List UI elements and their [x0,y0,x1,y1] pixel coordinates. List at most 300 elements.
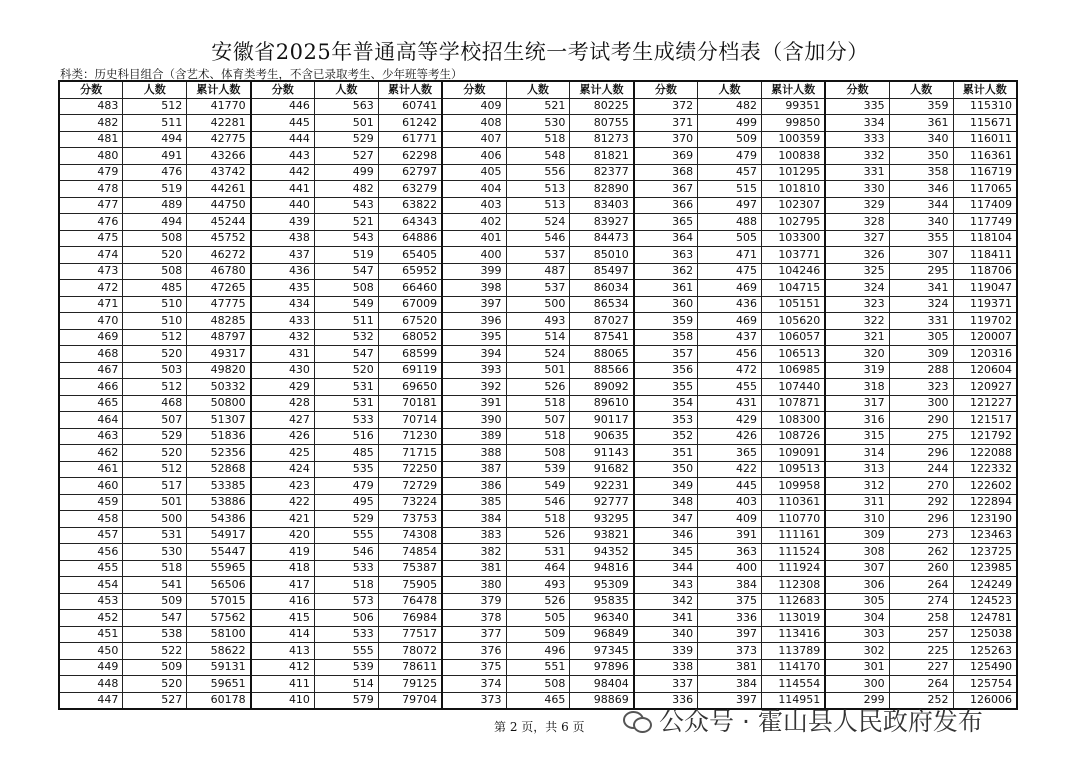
table-cell: 400 [698,560,762,577]
table-cell: 98869 [570,692,634,709]
table-cell: 342 [634,593,698,610]
table-cell: 519 [314,247,378,264]
column-header: 分数 [825,81,889,98]
table-cell: 344 [634,560,698,577]
table-cell: 541 [123,577,187,594]
table-cell: 549 [314,296,378,313]
table-cell: 529 [123,428,187,445]
table-cell: 431 [251,346,315,363]
table-cell: 65405 [378,247,442,264]
table-cell: 292 [889,494,953,511]
table-cell: 120604 [953,362,1017,379]
table-cell: 104715 [761,280,825,297]
table-cell: 520 [123,346,187,363]
table-cell: 422 [698,461,762,478]
table-cell: 340 [634,626,698,643]
table-cell: 78611 [378,659,442,676]
table-cell: 494 [123,131,187,148]
table-cell: 445 [698,478,762,495]
table-cell: 533 [314,560,378,577]
table-cell: 43266 [187,148,251,165]
table-row [59,593,1017,610]
table-cell: 579 [314,692,378,709]
table-cell: 64343 [378,214,442,231]
table-cell: 364 [634,230,698,247]
table-cell: 336 [634,692,698,709]
table-cell: 341 [634,610,698,627]
table-row [59,98,1017,115]
table-cell: 340 [889,131,953,148]
table-cell: 407 [442,131,506,148]
table-cell: 314 [825,445,889,462]
table-cell: 260 [889,560,953,577]
table-cell: 366 [634,197,698,214]
table-cell: 358 [634,329,698,346]
table-cell: 99850 [761,115,825,132]
table-cell: 126006 [953,692,1017,709]
table-cell: 427 [251,412,315,429]
table-cell: 323 [889,379,953,396]
table-cell: 507 [123,412,187,429]
table-cell: 368 [634,164,698,181]
table-cell: 81821 [570,148,634,165]
table-cell: 113416 [761,626,825,643]
table-cell: 480 [59,148,123,165]
table-cell: 501 [314,115,378,132]
table-cell: 518 [506,428,570,445]
table-cell: 302 [825,643,889,660]
table-cell: 57015 [187,593,251,610]
table-cell: 556 [506,164,570,181]
table-cell: 537 [506,247,570,264]
table-cell: 485 [123,280,187,297]
table-cell: 477 [59,197,123,214]
table-cell: 346 [634,527,698,544]
table-cell: 516 [314,428,378,445]
table-cell: 46272 [187,247,251,264]
table-cell: 96340 [570,610,634,627]
table-cell: 493 [506,313,570,330]
table-cell: 68599 [378,346,442,363]
table-cell: 324 [825,280,889,297]
table-cell: 384 [698,577,762,594]
table-cell: 49820 [187,362,251,379]
table-cell: 465 [59,395,123,412]
column-header: 分数 [442,81,506,98]
table-cell: 85497 [570,263,634,280]
table-cell: 307 [889,247,953,264]
table-cell: 331 [889,313,953,330]
table-cell: 555 [314,527,378,544]
table-cell: 518 [506,395,570,412]
table-cell: 406 [442,148,506,165]
table-cell: 111161 [761,527,825,544]
table-cell: 422 [251,494,315,511]
table-cell: 46780 [187,263,251,280]
table-cell: 543 [314,197,378,214]
table-row [59,148,1017,165]
table-cell: 323 [825,296,889,313]
table-cell: 511 [314,313,378,330]
table-cell: 508 [123,230,187,247]
table-cell: 469 [59,329,123,346]
table-cell: 527 [314,148,378,165]
table-cell: 42775 [187,131,251,148]
table-cell: 456 [698,346,762,363]
table-cell: 508 [506,445,570,462]
table-cell: 83403 [570,197,634,214]
table-cell: 52868 [187,461,251,478]
table-cell: 441 [251,181,315,198]
table-cell: 499 [314,164,378,181]
table-cell: 546 [506,230,570,247]
table-cell: 119702 [953,313,1017,330]
table-cell: 104246 [761,263,825,280]
table-cell: 355 [889,230,953,247]
table-row [59,296,1017,313]
table-cell: 344 [889,197,953,214]
table-cell: 471 [59,296,123,313]
table-cell: 374 [442,676,506,693]
table-cell: 120927 [953,379,1017,396]
table-cell: 112308 [761,577,825,594]
table-cell: 391 [698,527,762,544]
table-cell: 71715 [378,445,442,462]
table-cell: 459 [59,494,123,511]
table-cell: 547 [314,346,378,363]
table-cell: 72250 [378,461,442,478]
table-cell: 493 [506,577,570,594]
table-cell: 388 [442,445,506,462]
subject-category-note: 科类：历史科目组合（含艺术、体育类考生，不含已录取考生、少年班等考生） [60,67,463,81]
table-cell: 120316 [953,346,1017,363]
table-cell: 376 [442,643,506,660]
table-cell: 113789 [761,643,825,660]
table-cell: 385 [442,494,506,511]
table-cell: 316 [825,412,889,429]
table-cell: 390 [442,412,506,429]
table-cell: 433 [251,313,315,330]
table-cell: 123463 [953,527,1017,544]
table-cell: 60178 [187,692,251,709]
table-cell: 398 [442,280,506,297]
table-cell: 296 [889,511,953,528]
table-cell: 479 [59,164,123,181]
table-cell: 64886 [378,230,442,247]
table-cell: 453 [59,593,123,610]
table-cell: 320 [825,346,889,363]
table-row [59,643,1017,660]
table-cell: 373 [442,692,506,709]
table-cell: 303 [825,626,889,643]
table-cell: 457 [698,164,762,181]
table-cell: 530 [506,115,570,132]
table-cell: 456 [59,544,123,561]
table-cell: 124249 [953,577,1017,594]
table-cell: 476 [123,164,187,181]
table-cell: 418 [251,560,315,577]
table-cell: 520 [123,445,187,462]
table-cell: 338 [634,659,698,676]
table-cell: 102795 [761,214,825,231]
table-cell: 70714 [378,412,442,429]
column-header: 累计人数 [761,81,825,98]
table-cell: 371 [634,115,698,132]
table-cell: 335 [825,98,889,115]
table-cell: 573 [314,593,378,610]
table-cell: 274 [889,593,953,610]
table-cell: 125754 [953,676,1017,693]
table-cell: 101295 [761,164,825,181]
table-cell: 381 [698,659,762,676]
table-row [59,626,1017,643]
table-row [59,379,1017,396]
table-row [59,362,1017,379]
table-cell: 408 [442,115,506,132]
table-cell: 94816 [570,560,634,577]
table-row [59,676,1017,693]
table-header-row [59,81,1017,98]
table-cell: 119047 [953,280,1017,297]
table-cell: 546 [314,544,378,561]
table-cell: 116011 [953,131,1017,148]
table-cell: 124523 [953,593,1017,610]
table-cell: 524 [506,214,570,231]
table-row [59,560,1017,577]
table-cell: 345 [634,544,698,561]
table-cell: 510 [123,313,187,330]
table-row [59,478,1017,495]
table-cell: 125263 [953,643,1017,660]
table-cell: 54386 [187,511,251,528]
table-cell: 257 [889,626,953,643]
table-cell: 85010 [570,247,634,264]
table-cell: 409 [442,98,506,115]
table-cell: 495 [314,494,378,511]
table-cell: 479 [698,148,762,165]
table-cell: 509 [506,626,570,643]
table-cell: 469 [698,313,762,330]
table-cell: 117749 [953,214,1017,231]
table-cell: 331 [825,164,889,181]
table-cell: 63279 [378,181,442,198]
table-cell: 74308 [378,527,442,544]
table-cell: 466 [59,379,123,396]
table-cell: 111924 [761,560,825,577]
table-cell: 391 [442,395,506,412]
table-cell: 443 [251,148,315,165]
table-cell: 375 [442,659,506,676]
table-row [59,445,1017,462]
table-cell: 529 [314,131,378,148]
table-cell: 99351 [761,98,825,115]
table-cell: 471 [698,247,762,264]
table-cell: 377 [442,626,506,643]
table-cell: 524 [506,346,570,363]
table-cell: 531 [314,395,378,412]
table-cell: 517 [123,478,187,495]
table-cell: 98404 [570,676,634,693]
table-cell: 396 [442,313,506,330]
table-cell: 463 [59,428,123,445]
table-cell: 97345 [570,643,634,660]
table-cell: 275 [889,428,953,445]
table-cell: 400 [442,247,506,264]
table-cell: 424 [251,461,315,478]
table-cell: 74854 [378,544,442,561]
table-cell: 117409 [953,197,1017,214]
table-cell: 414 [251,626,315,643]
table-cell: 332 [825,148,889,165]
table-cell: 426 [251,428,315,445]
table-cell: 305 [889,329,953,346]
table-cell: 124781 [953,610,1017,627]
table-cell: 296 [889,445,953,462]
table-row [59,313,1017,330]
table-cell: 306 [825,577,889,594]
table-cell: 507 [506,412,570,429]
table-cell: 73224 [378,494,442,511]
table-cell: 500 [506,296,570,313]
table-cell: 73753 [378,511,442,528]
table-cell: 506 [314,610,378,627]
table-cell: 97896 [570,659,634,676]
table-cell: 87027 [570,313,634,330]
table-cell: 464 [506,560,570,577]
table-cell: 518 [314,577,378,594]
table-cell: 399 [442,263,506,280]
table-cell: 508 [506,676,570,693]
table-cell: 518 [506,511,570,528]
table-cell: 307 [825,560,889,577]
table-cell: 54917 [187,527,251,544]
table-cell: 100838 [761,148,825,165]
table-cell: 472 [59,280,123,297]
table-cell: 114554 [761,676,825,693]
table-cell: 505 [698,230,762,247]
table-cell: 402 [442,214,506,231]
table-cell: 450 [59,643,123,660]
table-cell: 42281 [187,115,251,132]
table-cell: 121792 [953,428,1017,445]
table-cell: 488 [698,214,762,231]
table-cell: 120007 [953,329,1017,346]
table-cell: 469 [698,280,762,297]
table-cell: 348 [634,494,698,511]
table-cell: 350 [634,461,698,478]
table-cell: 468 [123,395,187,412]
table-cell: 300 [825,676,889,693]
table-cell: 110361 [761,494,825,511]
table-cell: 416 [251,593,315,610]
table-cell: 365 [698,445,762,462]
table-cell: 290 [889,412,953,429]
table-cell: 381 [442,560,506,577]
table-cell: 115310 [953,98,1017,115]
table-cell: 295 [889,263,953,280]
table-cell: 114951 [761,692,825,709]
table-cell: 326 [825,247,889,264]
table-cell: 50332 [187,379,251,396]
table-cell: 417 [251,577,315,594]
table-cell: 327 [825,230,889,247]
table-cell: 82890 [570,181,634,198]
table-cell: 500 [123,511,187,528]
table-cell: 532 [314,329,378,346]
table-cell: 375 [698,593,762,610]
table-cell: 527 [123,692,187,709]
table-cell: 462 [59,445,123,462]
table-cell: 514 [506,329,570,346]
table-cell: 465 [506,692,570,709]
table-row [59,230,1017,247]
table-cell: 411 [251,676,315,693]
table-row [59,544,1017,561]
table-cell: 491 [123,148,187,165]
table-cell: 122088 [953,445,1017,462]
table-cell: 41770 [187,98,251,115]
table-cell: 299 [825,692,889,709]
table-cell: 386 [442,478,506,495]
table-cell: 547 [123,610,187,627]
table-cell: 51836 [187,428,251,445]
table-cell: 43742 [187,164,251,181]
table-cell: 322 [825,313,889,330]
table-cell: 319 [825,362,889,379]
table-cell: 451 [59,626,123,643]
table-cell: 62298 [378,148,442,165]
table-cell: 103300 [761,230,825,247]
table-cell: 44750 [187,197,251,214]
table-cell: 84473 [570,230,634,247]
table-cell: 434 [251,296,315,313]
table-cell: 69119 [378,362,442,379]
table-cell: 509 [698,131,762,148]
table-cell: 482 [314,181,378,198]
table-cell: 533 [314,626,378,643]
table-cell: 94352 [570,544,634,561]
table-cell: 107440 [761,379,825,396]
table-cell: 311 [825,494,889,511]
table-cell: 109958 [761,478,825,495]
table-cell: 122332 [953,461,1017,478]
table-cell: 361 [889,115,953,132]
table-cell: 340 [889,214,953,231]
table-cell: 359 [889,98,953,115]
table-cell: 531 [506,544,570,561]
table-cell: 373 [698,643,762,660]
table-cell: 347 [634,511,698,528]
table-cell: 412 [251,659,315,676]
table-cell: 397 [442,296,506,313]
table-cell: 529 [314,511,378,528]
table-cell: 125038 [953,626,1017,643]
table-cell: 457 [59,527,123,544]
table-cell: 92777 [570,494,634,511]
table-cell: 58100 [187,626,251,643]
table-cell: 476 [59,214,123,231]
table-cell: 244 [889,461,953,478]
table-cell: 106985 [761,362,825,379]
column-header: 人数 [123,81,187,98]
table-cell: 512 [123,329,187,346]
table-cell: 429 [698,412,762,429]
table-cell: 115671 [953,115,1017,132]
table-cell: 270 [889,478,953,495]
table-cell: 88065 [570,346,634,363]
table-cell: 288 [889,362,953,379]
table-row [59,412,1017,429]
